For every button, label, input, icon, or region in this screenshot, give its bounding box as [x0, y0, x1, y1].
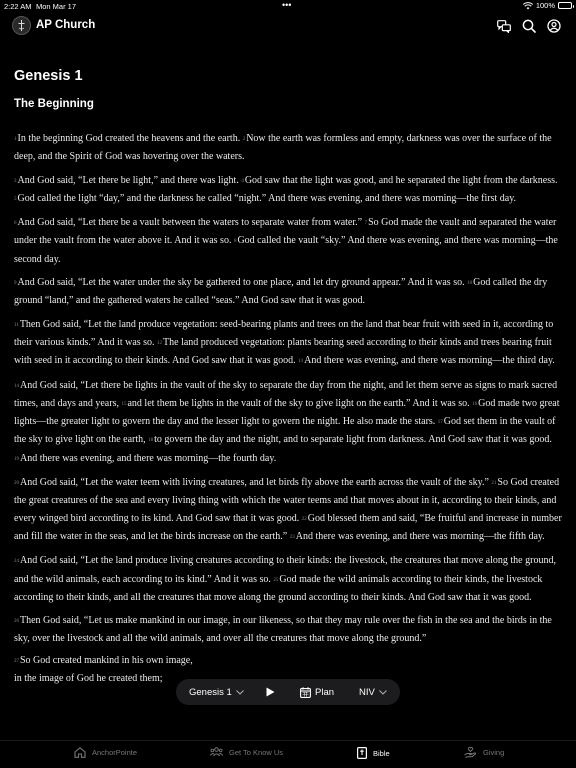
verse-number[interactable]: 14	[14, 383, 19, 389]
verse-text[interactable]: God made two great lights—the greater light to govern the day and the lesser light to govern the night. He also made the stars.	[14, 397, 560, 428]
people-icon	[210, 747, 223, 757]
plan-label: Plan	[315, 686, 335, 698]
verse-text[interactable]: And God said, “Let the water teem with living creatures, and let birds fly above the earth across the vault of the sky.”	[20, 477, 489, 489]
verse-text[interactable]: So God created mankind in his own image,	[20, 654, 193, 666]
verse-number[interactable]: 3	[14, 178, 17, 184]
verse-number[interactable]: 24	[14, 559, 19, 565]
verse-number[interactable]: 7	[364, 221, 368, 227]
verse-paragraph	[14, 172, 562, 209]
wifi-icon	[523, 2, 533, 10]
bible-passage	[14, 60, 562, 740]
book-chapter-selector[interactable]	[189, 679, 244, 705]
search-icon[interactable]	[520, 17, 538, 35]
plan-button[interactable]	[300, 679, 334, 705]
verse-paragraph	[14, 612, 562, 648]
verse-text[interactable]: And God said, “Let the water under the sky be gathered to one place, and let dry ground appear.” And it was so.	[17, 277, 465, 289]
verse-number[interactable]: 11	[14, 322, 19, 328]
verse-number[interactable]: 17	[437, 420, 443, 426]
verse-number[interactable]: 2	[242, 137, 246, 142]
verse-text[interactable]: So God created the great creatures of the sea and every living thing with which the water teems and that moves about in it, according to their kinds, and every winged bird according to its kind. And God saw that it was good.	[14, 477, 560, 524]
section-heading: The Beginning	[14, 98, 94, 110]
verse-number[interactable]: 8	[233, 239, 237, 245]
verse-number[interactable]: 4	[241, 178, 244, 184]
verse-text[interactable]: God called the vault “sky.” And there was evening, and there was morning—the second day.	[14, 235, 558, 265]
play-button[interactable]	[266, 679, 275, 705]
verse-number[interactable]: 26	[14, 619, 19, 625]
chevron-down-icon	[236, 690, 244, 695]
battery-icon	[558, 2, 572, 9]
verse-number[interactable]: 12	[157, 340, 163, 346]
reader-control-bar	[176, 679, 400, 705]
verse-text[interactable]: The land produced vegetation: plants bearing seed according to their kinds and trees bearing fruit with seed in it according to their kinds. And God saw that it was good.	[14, 336, 552, 367]
tab-label: Get To Know Us	[229, 747, 284, 757]
verse-text[interactable]: to govern the day and the night, and to separate light from darkness. And God saw that it was good.	[154, 434, 552, 446]
verse-paragraphs	[14, 130, 562, 648]
verse-paragraph	[14, 274, 562, 310]
verse-text[interactable]: God set them in the vault of the sky to give light on the earth,	[14, 416, 556, 446]
verse-number[interactable]: 1	[14, 137, 17, 142]
verse-paragraph	[14, 552, 562, 606]
verse-number[interactable]: 20	[14, 481, 19, 487]
verse-paragraph	[14, 130, 562, 166]
battery-percent: 100%	[535, 1, 555, 10]
verse-number[interactable]: 5	[14, 196, 17, 202]
app-header	[0, 12, 576, 40]
verse-text[interactable]: God made the wild animals according to their kinds, the livestock according to their kinds, and all the creatures that move along the ground according to their kinds. And God saw that it was good.	[14, 573, 543, 603]
verse-text[interactable]: Then God said, “Let us make mankind in our image, in our likeness, so that they may rule over the fish in the sea and the birds in the sky, over the livestock and all the wild animals, and over all the creatures that move along the ground.”	[14, 615, 552, 645]
verse-text[interactable]: and let them be lights in the vault of the sky to give light on the earth.” And it was so.	[127, 397, 470, 409]
status-bar	[0, 0, 576, 12]
tab-bible[interactable]	[357, 747, 390, 759]
verse-text[interactable]: And God said, “Let there be a vault between the waters to separate water from water.”	[17, 217, 363, 229]
verse-text[interactable]: God blessed them and said, “Be fruitful and increase in number and fill the water in the seas, and let the birds increase on the earth.”	[14, 512, 562, 542]
verse-number[interactable]: 10	[467, 281, 473, 287]
verse-number[interactable]: 6	[14, 221, 17, 227]
verse-number[interactable]: 9	[14, 281, 17, 287]
chevron-down-icon	[379, 690, 387, 695]
church-logo-icon[interactable]	[12, 16, 31, 35]
book-chapter-label: Genesis 1	[189, 686, 232, 698]
verse-number[interactable]: 21	[491, 481, 497, 487]
chapter-title: Genesis 1	[14, 68, 83, 84]
verse-text[interactable]: In the beginning God created the heavens and the earth.	[17, 133, 241, 144]
poem-line[interactable]	[14, 652, 562, 670]
verse-text[interactable]: And there was evening, and there was morning—the fourth day.	[20, 452, 277, 464]
verse-paragraph	[14, 316, 562, 371]
verse-text[interactable]: And there was evening, and there was morning—the fifth day.	[295, 530, 545, 542]
verse-text[interactable]: God called the dry ground “land,” and the gathered waters he called “seas.” And God saw that it was good.	[14, 277, 548, 307]
bottom-tab-bar	[0, 740, 576, 768]
verse-text[interactable]: And God said, “Let there be light,” and there was light.	[17, 174, 239, 186]
bible-icon	[357, 747, 367, 759]
verse-number[interactable]: 16	[472, 401, 478, 407]
verse-number[interactable]: 18	[148, 438, 154, 444]
verse-text[interactable]: God saw that the light was good, and he separated the light from the darkness.	[244, 174, 558, 186]
verse-number[interactable]: 23	[289, 534, 295, 540]
verse-text[interactable]: Then God said, “Let the land produce vegetation: seed-bearing plants and trees on the land that bear fruit with seed in it, according to their various kinds.” And it was so.	[14, 318, 554, 348]
verse-text[interactable]: And God said, “Let the land produce living creatures according to their kinds: the livestock, the creatures that move along the ground, and the wild animals, each according to its kind.” And it was so.	[14, 555, 556, 585]
app-title: AP Church	[36, 19, 96, 31]
verse-text[interactable]: And God said, “Let there be lights in the vault of the sky to separate the day from the night, and let them serve as signs to mark sacred times, and days and years,	[14, 379, 558, 409]
giving-hand-icon	[464, 747, 477, 758]
verse-number[interactable]: 15	[121, 401, 127, 407]
tab-giving[interactable]	[464, 747, 504, 758]
verse-paragraph	[14, 474, 562, 546]
tab-get-to-know-us[interactable]	[210, 747, 283, 757]
version-label: NIV	[359, 686, 375, 698]
verse-number[interactable]: 19	[14, 456, 19, 462]
play-icon	[266, 687, 275, 697]
version-selector[interactable]	[359, 679, 387, 705]
chat-icon[interactable]	[495, 17, 513, 35]
verse-number[interactable]: 13	[298, 359, 304, 365]
verse-paragraph	[14, 377, 562, 468]
verse-text[interactable]: God called the light “day,” and the darkness he called “night.” And there was evening, and there was morning—the first day.	[17, 192, 517, 204]
verse-number[interactable]: 22	[301, 516, 307, 522]
verse-number[interactable]: 25	[273, 577, 279, 583]
tab-label: AnchorPointe	[92, 748, 138, 757]
verse-paragraph	[14, 214, 562, 268]
verse-text[interactable]: So God made the vault and separated the water under the vault from the water above it. And it was so.	[14, 217, 557, 247]
verse-text[interactable]: And there was evening, and there was morning—the third day.	[304, 355, 555, 367]
verse-text[interactable]: in the image of God he created them;	[14, 672, 163, 684]
tab-anchorpointe[interactable]	[74, 747, 137, 758]
multitasking-dots-icon[interactable]: •••	[282, 0, 292, 10]
tab-label: Giving	[483, 748, 505, 757]
status-date: Mon Mar 17	[36, 2, 77, 11]
verse-number[interactable]: 27	[14, 658, 19, 664]
status-time: 2:22 AM	[4, 2, 32, 11]
tab-label: Bible	[373, 748, 390, 758]
account-icon[interactable]	[545, 17, 563, 35]
verse-text[interactable]: Now the earth was formless and empty, darkness was over the surface of the deep, and the Spirit of God was hovering over the waters.	[14, 133, 552, 163]
calendar-icon	[300, 687, 311, 698]
home-icon	[74, 747, 86, 758]
